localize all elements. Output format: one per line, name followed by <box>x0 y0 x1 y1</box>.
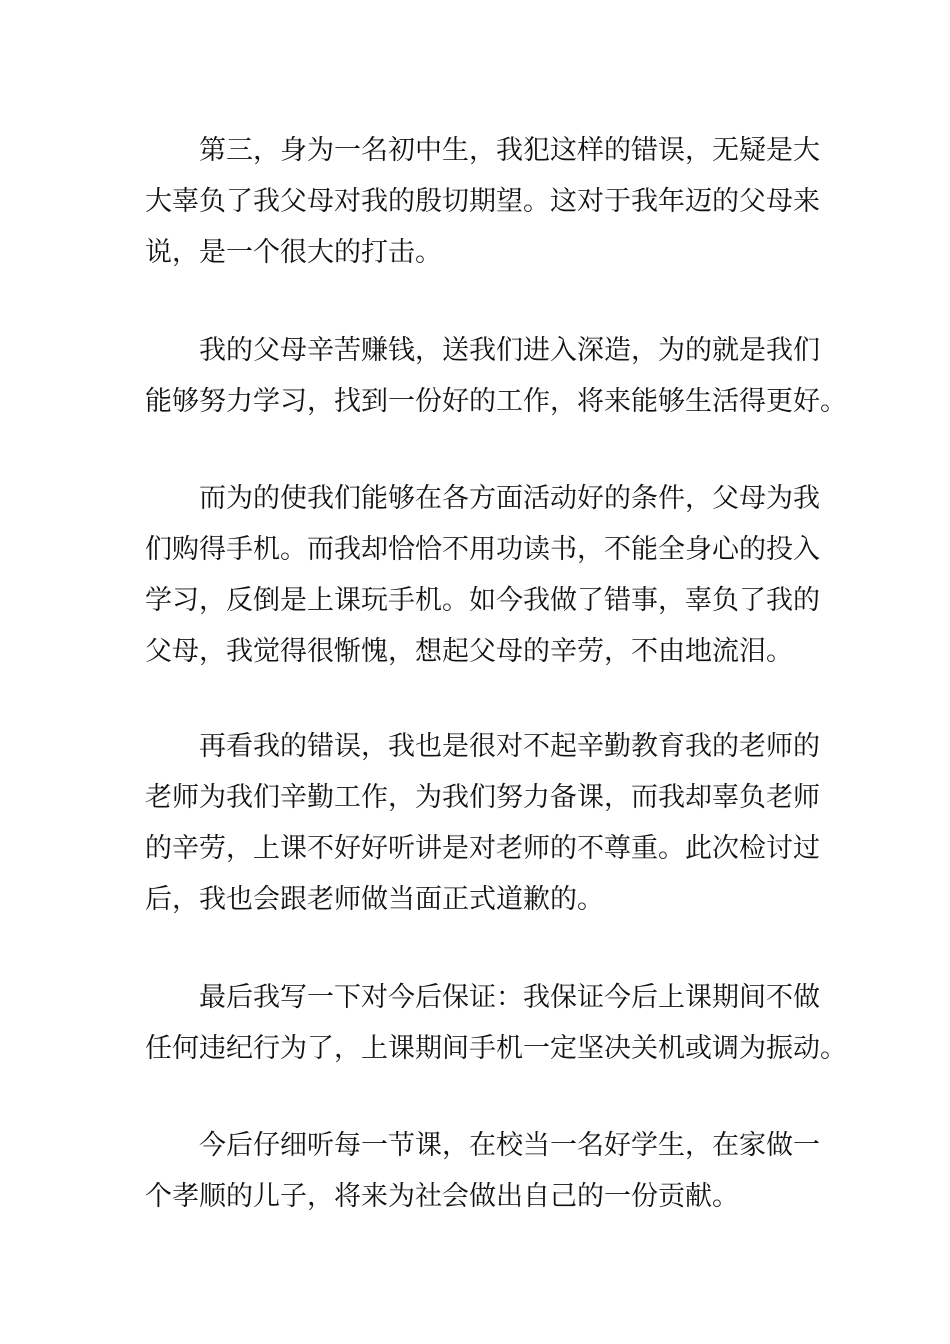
paragraph-line: 最后我写一下对今后保证：我保证今后上课期间不做 <box>199 982 820 1013</box>
paragraph-line: 而为的使我们能够在各方面活动好的条件，父母为我 <box>199 483 820 514</box>
paragraph-3 <box>145 473 820 677</box>
paragraph-line: 的辛劳，上课不好好听讲是对老师的不尊重。此次检讨过 <box>145 833 820 864</box>
paragraph-line: 后，我也会跟老师做当面正式道歉的。 <box>145 884 604 915</box>
paragraph-line: 第三，身为一名初中生，我犯这样的错误，无疑是大 <box>199 135 820 166</box>
paragraph-line: 学习，反倒是上课玩手机。如今我做了错事，辜负了我的 <box>145 585 820 616</box>
paragraph-1 <box>145 125 820 278</box>
paragraph-4 <box>145 721 820 925</box>
paragraph-line: 说，是一个很大的打击。 <box>145 237 442 268</box>
paragraph-line: 今后仔细听每一节课，在校当一名好学生，在家做一 <box>199 1130 820 1161</box>
paragraph-line: 个孝顺的儿子，将来为社会做出自己的一份贡献。 <box>145 1181 739 1212</box>
paragraph-line: 任何违纪行为了，上课期间手机一定坚决关机或调为振动。 <box>145 1033 847 1064</box>
paragraph-5 <box>145 972 847 1074</box>
paragraph-line: 老师为我们辛勤工作，为我们努力备课，而我却辜负老师 <box>145 782 820 813</box>
paragraph-2 <box>145 325 847 427</box>
paragraph-6 <box>145 1120 820 1222</box>
paragraph-line: 我的父母辛苦赚钱，送我们进入深造，为的就是我们 <box>199 335 820 366</box>
paragraph-line: 再看我的错误，我也是很对不起辛勤教育我的老师的 <box>199 731 820 762</box>
paragraph-line: 能够努力学习，找到一份好的工作，将来能够生活得更好。 <box>145 386 847 417</box>
paragraph-line: 们购得手机。而我却恰恰不用功读书，不能全身心的投入 <box>145 534 820 565</box>
paragraph-line: 大辜负了我父母对我的殷切期望。这对于我年迈的父母来 <box>145 186 820 217</box>
paragraph-line: 父母，我觉得很惭愧，想起父母的辛劳，不由地流泪。 <box>145 636 793 667</box>
